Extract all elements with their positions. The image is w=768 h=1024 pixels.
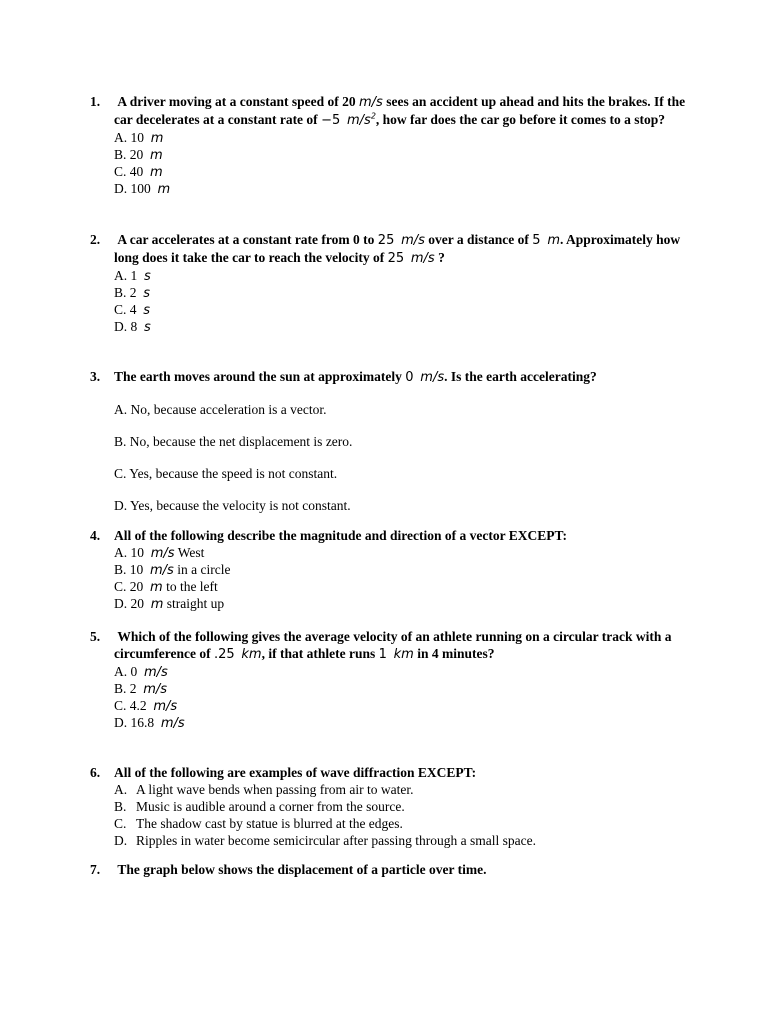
question-text: A car accelerates at a constant rate from 0 to 25 m/s over a distance of 5 m. Approximately how long does it take the car to reach the velocity of 25 m/s ? [114,232,681,266]
answer-option-d[interactable]: D. 16.8 m/s [114,715,185,731]
question-4 [90,527,690,612]
question-number: 6. [90,765,101,780]
question-text: The graph below shows the displacement of a particle over time. [117,862,487,877]
answer-option-d[interactable]: D. Yes, because the velocity is not constant. [114,498,351,513]
answer-option-a[interactable]: A. A light wave bends when passing from air to water. [114,782,414,797]
question-6 [90,764,690,849]
answer-option-b[interactable]: B. No, because the net displacement is zero. [114,434,353,449]
question-5 [90,628,690,731]
answer-option-d[interactable]: D. Ripples in water become semicircular after passing through a small space. [114,833,536,848]
question-text: All of the following are examples of wave diffraction EXCEPT: [114,765,477,780]
answer-option-b[interactable]: B. 10 m/s in a circle [114,562,231,578]
answer-option-a[interactable]: A. 10 m/s West [114,545,205,561]
question-3 [90,368,690,514]
question-text: The earth moves around the sun at approximately 0 m/s. Is the earth accelerating? [114,369,597,385]
answer-option-c[interactable]: C. 40 m [114,164,163,180]
answer-option-c[interactable]: C. 4 s [114,302,151,318]
answer-option-b[interactable]: B. Music is audible around a corner from the source. [114,799,405,814]
answer-option-a[interactable]: A. 10 m [114,130,164,146]
answer-option-d[interactable]: D. 100 m [114,181,171,197]
answer-options [114,129,690,197]
answer-options [114,401,690,514]
answer-option-c[interactable]: C. 4.2 m/s [114,698,178,714]
question-number: 4. [90,528,101,543]
question-text: Which of the following gives the average velocity of an athlete running on a circular track with a circumference of .25 km, if that athlete runs 1 km in 4 minutes? [114,629,672,662]
question-number: 1. [90,94,101,109]
answer-options [114,781,690,849]
answer-option-a[interactable]: A. 0 m/s [114,664,168,680]
answer-option-a[interactable]: A. 1 s [114,268,151,284]
question-number: 5. [90,629,101,644]
answer-option-c[interactable]: C. The shadow cast by statue is blurred at the edges. [114,816,403,831]
answer-options [114,663,690,731]
question-number: 7. [90,862,101,877]
question-number: 3. [90,369,101,384]
question-number: 2. [90,232,101,247]
answer-options [114,544,690,612]
question-7 [90,861,690,878]
answer-option-b[interactable]: B. 2 m/s [114,681,168,697]
answer-option-c[interactable]: C. 20 m to the left [114,579,218,595]
question-text: All of the following describe the magnitude and direction of a vector EXCEPT: [114,528,567,543]
answer-options [114,267,690,335]
answer-option-d[interactable]: D. 20 m straight up [114,596,225,612]
answer-option-a[interactable]: A. No, because acceleration is a vector. [114,402,327,417]
answer-option-d[interactable]: D. 8 s [114,319,151,335]
answer-option-c[interactable]: C. Yes, because the speed is not constant. [114,466,338,481]
answer-option-b[interactable]: B. 2 s [114,285,151,301]
question-1 [90,93,690,197]
question-text: A driver moving at a constant speed of 20 m/s sees an accident up ahead and hits the brakes. If the car decelerates at a constant rate of −5 $m/s^2$, how far does the car go before it comes to a stop? [114,94,686,128]
question-2 [90,231,690,335]
answer-option-b[interactable]: B. 20 m [114,147,163,163]
